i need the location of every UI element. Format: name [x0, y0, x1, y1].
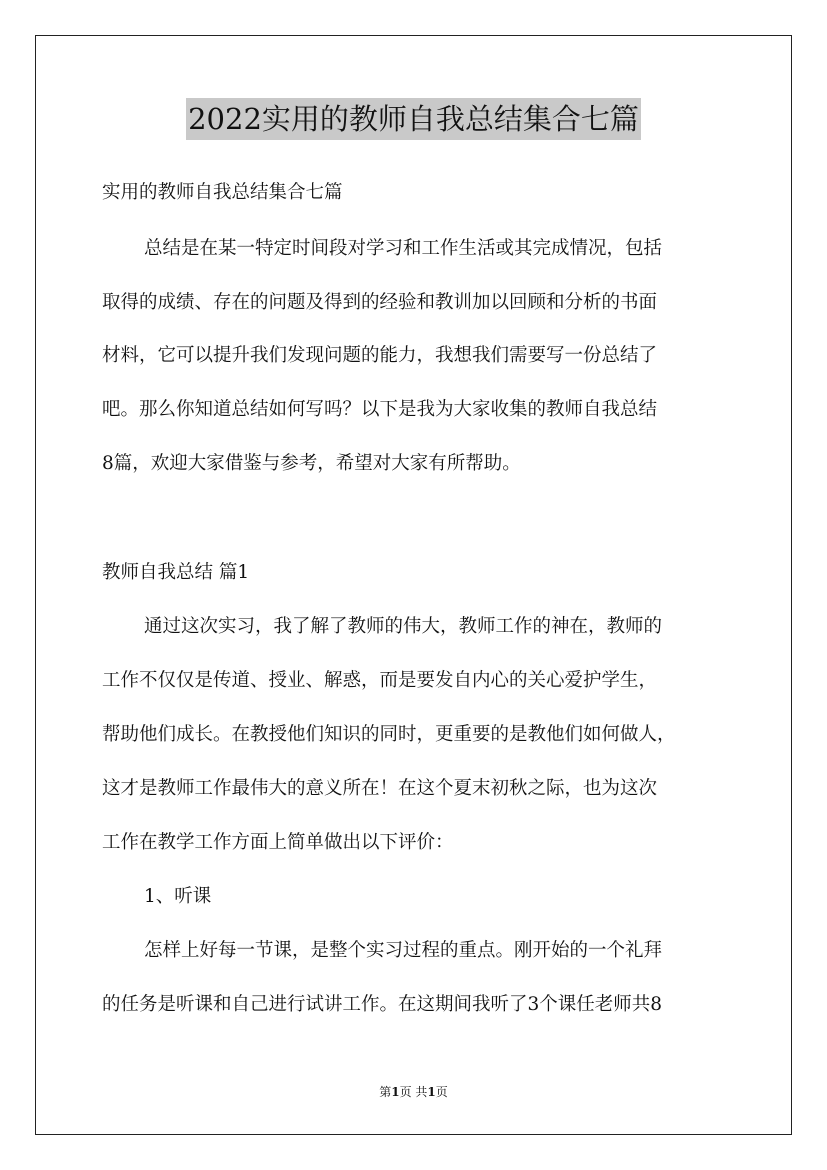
intro-line: 总结是在某一特定时间段对学习和工作生活或其完成情况，包括 [144, 238, 663, 259]
section-line: 帮助他们成长。在教授他们知识的同时，更重要的是教他们如何做人， [102, 724, 676, 745]
footer-current-page: 1 [391, 1085, 400, 1099]
sub-line: 的任务是听课和自己进行试讲工作。在这期间我听了3个课任老师共8 [102, 994, 663, 1015]
footer-total-pages: 1 [427, 1085, 436, 1099]
document-title: 2022实用的教师自我总结集合七篇 [186, 98, 641, 140]
footer-suffix: 页 [435, 1085, 448, 1099]
title-container [0, 98, 827, 140]
page-footer [0, 1083, 827, 1100]
intro-line: 8篇，欢迎大家借鉴与参考，希望对大家有所帮助。 [102, 453, 521, 474]
section-line: 工作在教学工作方面上简单做出以下评价： [102, 832, 454, 853]
intro-line: 吧。那么你知道总结如何写吗？以下是我为大家收集的教师自我总结 [102, 399, 658, 420]
footer-prefix: 第 [379, 1085, 392, 1099]
sub-line: 怎样上好每一节课，是整个实习过程的重点。刚开始的一个礼拜 [144, 940, 663, 961]
section-line: 通过这次实习，我了解了教师的伟大，教师工作的神在，教师的 [144, 616, 663, 637]
section-heading: 教师自我总结 篇1 [102, 562, 250, 583]
section-line: 工作不仅仅是传道、授业、解惑，而是要发自内心的关心爱护学生， [102, 670, 658, 691]
subheading: 1、听课 [144, 886, 212, 907]
intro-line: 取得的成绩、存在的问题及得到的经验和教训加以回顾和分析的书面 [102, 292, 658, 313]
footer-mid: 页 共 [399, 1085, 428, 1099]
intro-line: 材料，它可以提升我们发现问题的能力，我想我们需要写一份总结了 [102, 345, 658, 366]
document-subtitle: 实用的教师自我总结集合七篇 [102, 182, 343, 203]
section-line: 这才是教师工作最伟大的意义所在！在这个夏末初秋之际，也为这次 [102, 778, 658, 799]
